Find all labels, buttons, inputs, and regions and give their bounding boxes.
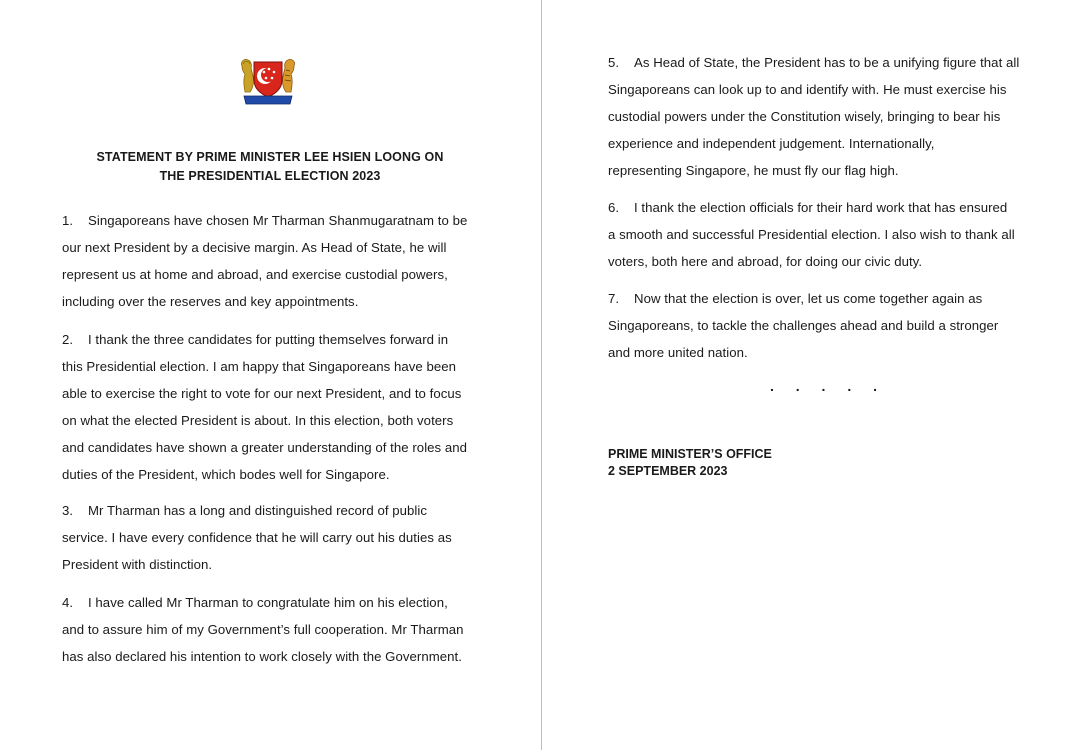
paragraph-6 [608, 194, 1038, 275]
signoff-block [608, 446, 772, 480]
paragraph-line: I thank the three candidates for putting themselves forward in [88, 332, 449, 347]
coat-of-arms-icon [236, 52, 300, 108]
signoff-office: PRIME MINISTER’S OFFICE [608, 447, 772, 461]
paragraph-number: 5. [608, 55, 620, 70]
paragraph-line: I thank the election officials for their hard work that has ensured [634, 200, 1008, 215]
paragraph-5 [608, 49, 1038, 184]
paragraph-line: President with distinction. [62, 557, 213, 572]
paragraph-number: 2. [62, 332, 74, 347]
paragraph-line: Singaporeans can look up to and identify with. He must exercise his [608, 82, 1007, 97]
paragraph-line: and to assure him of my Government’s full cooperation. Mr Tharman [62, 622, 464, 637]
paragraph-line: service. I have every confidence that he will carry out his duties as [62, 530, 452, 545]
paragraph-4 [62, 589, 487, 670]
title-line-1: STATEMENT BY PRIME MINISTER LEE HSIEN LOONG ON [96, 150, 444, 164]
title-line-2: THE PRESIDENTIAL ELECTION 2023 [159, 169, 381, 183]
paragraph-line: voters, both here and abroad, for doing our civic duty. [608, 254, 923, 269]
paragraph-line: As Head of State, the President has to be a unifying figure that all [634, 55, 1020, 70]
paragraph-7 [608, 285, 1038, 366]
paragraph-line: this Presidential election. I am happy that Singaporeans have been [62, 359, 457, 374]
paragraph-2 [62, 326, 487, 488]
paragraph-number: 7. [608, 291, 620, 306]
paragraph-line: custodial powers under the Constitution wisely, bringing to bear his [608, 109, 1001, 124]
paragraph-line: duties of the President, which bodes well for Singapore. [62, 467, 390, 482]
paragraph-line: our next President by a decisive margin. As Head of State, he will [62, 240, 447, 255]
paragraph-line: and candidates have shown a greater understanding of the roles and [62, 440, 468, 455]
paragraph-number: 6. [608, 200, 620, 215]
paragraph-3 [62, 497, 487, 578]
page-divider [541, 0, 542, 750]
paragraph-line: Singaporeans have chosen Mr Tharman Shanmugaratnam to be [88, 213, 468, 228]
paragraph-line: representing Singapore, he must fly our flag high. [608, 163, 899, 178]
paragraph-number: 1. [62, 213, 74, 228]
statement-title [62, 148, 478, 186]
paragraph-line: and more united nation. [608, 345, 748, 360]
paragraph-number: 4. [62, 595, 74, 610]
paragraph-line: Now that the election is over, let us come together again as [634, 291, 983, 306]
paragraph-line: has also declared his intention to work closely with the Government. [62, 649, 462, 664]
paragraph-number: 3. [62, 503, 74, 518]
paragraph-line: represent us at home and abroad, and exercise custodial powers, [62, 267, 448, 282]
paragraph-line: experience and independent judgement. Internationally, [608, 136, 935, 151]
section-separator: . . . . . [770, 378, 887, 394]
paragraph-line: including over the reserves and key appointments. [62, 294, 359, 309]
paragraph-line: on what the elected President is about. In this election, both voters [62, 413, 454, 428]
paragraph-line: I have called Mr Tharman to congratulate him on his election, [88, 595, 448, 610]
paragraph-line: Mr Tharman has a long and distinguished record of public [88, 503, 428, 518]
paragraph-line: a smooth and successful Presidential election. I also wish to thank all [608, 227, 1015, 242]
paragraph-line: Singaporeans, to tackle the challenges ahead and build a stronger [608, 318, 999, 333]
paragraph-line: able to exercise the right to vote for our next President, and to focus [62, 386, 462, 401]
signoff-date: 2 SEPTEMBER 2023 [608, 464, 728, 478]
paragraph-1 [62, 207, 487, 315]
